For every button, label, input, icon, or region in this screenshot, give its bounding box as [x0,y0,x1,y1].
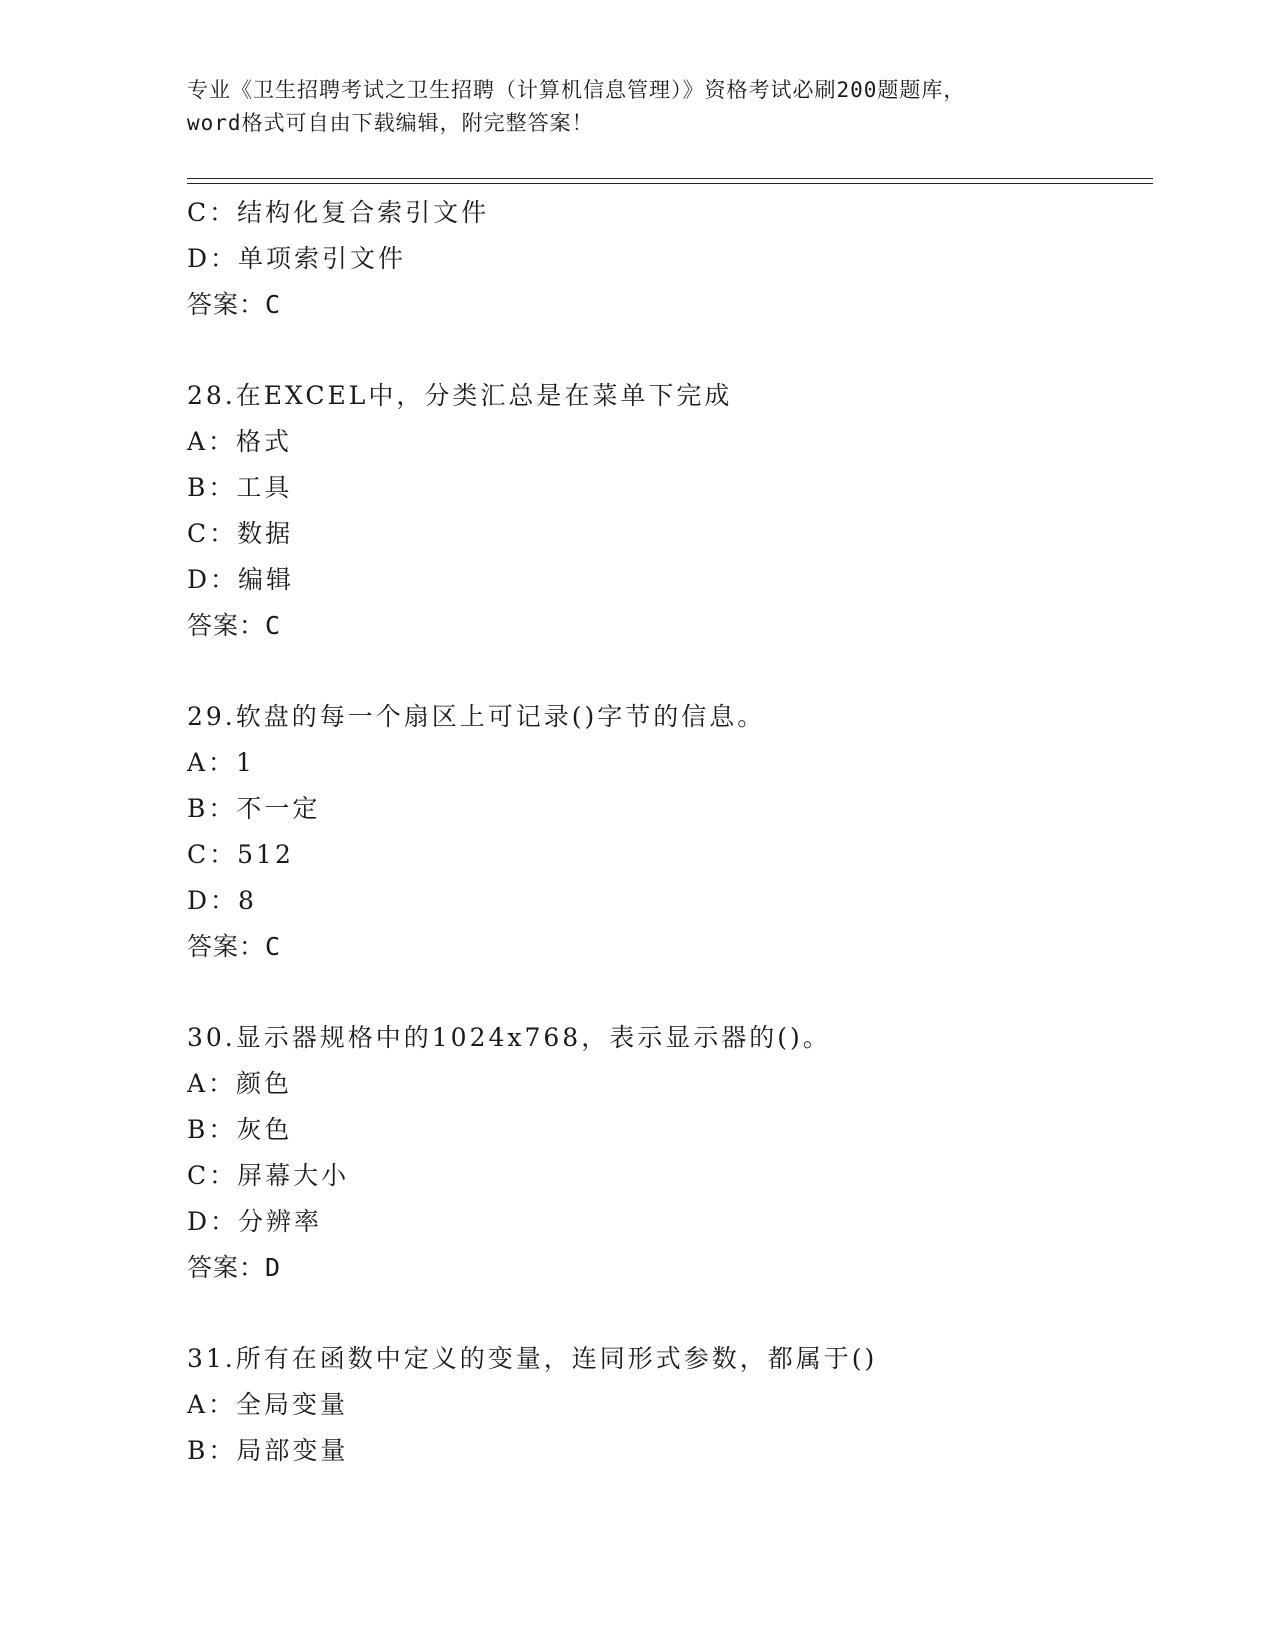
question-list [187,190,1153,1474]
option-b: B：不一定 [187,794,321,823]
option-c: C：结构化复合索引文件 [187,198,490,227]
question-stem: 29.软盘的每一个扇区上可记录()字节的信息。 [187,702,766,731]
option-d: D：8 [187,886,257,915]
document-header [187,74,1087,140]
question-30 [187,1015,1153,1291]
answer: 答案：C [187,290,282,319]
option-c: C：数据 [187,519,294,548]
header-divider-bottom [187,183,1153,184]
option-a: A：颜色 [187,1069,293,1098]
option-d: D：单项索引文件 [187,244,407,273]
option-a: A：1 [187,748,255,777]
partial-question [187,190,1153,328]
option-b: B：灰色 [187,1115,293,1144]
answer: 答案：D [187,1253,282,1282]
option-a: A：格式 [187,427,293,456]
answer: 答案：C [187,611,282,640]
option-c: C：屏幕大小 [187,1161,350,1190]
question-stem: 31.所有在函数中定义的变量，连同形式参数，都属于() [187,1344,878,1373]
option-d: D：分辨率 [187,1207,323,1236]
header-divider-top [187,178,1153,179]
question-29 [187,694,1153,970]
option-b: B：局部变量 [187,1436,349,1465]
option-b: B：工具 [187,473,293,502]
option-d: D：编辑 [187,565,295,594]
answer: 答案：C [187,932,282,961]
question-stem: 28.在EXCEL中，分类汇总是在菜单下完成 [187,381,733,410]
option-c: C：512 [187,840,294,869]
question-28 [187,373,1153,649]
question-31 [187,1336,1153,1474]
header-line-2: word格式可自由下载编辑，附完整答案！ [187,111,594,135]
question-stem: 30.显示器规格中的1024x768，表示显示器的()。 [187,1023,831,1052]
option-a: A：全局变量 [187,1390,349,1419]
header-line-1: 专业《卫生招聘考试之卫生招聘（计算机信息管理）》资格考试必刷200题题库， [187,78,966,102]
